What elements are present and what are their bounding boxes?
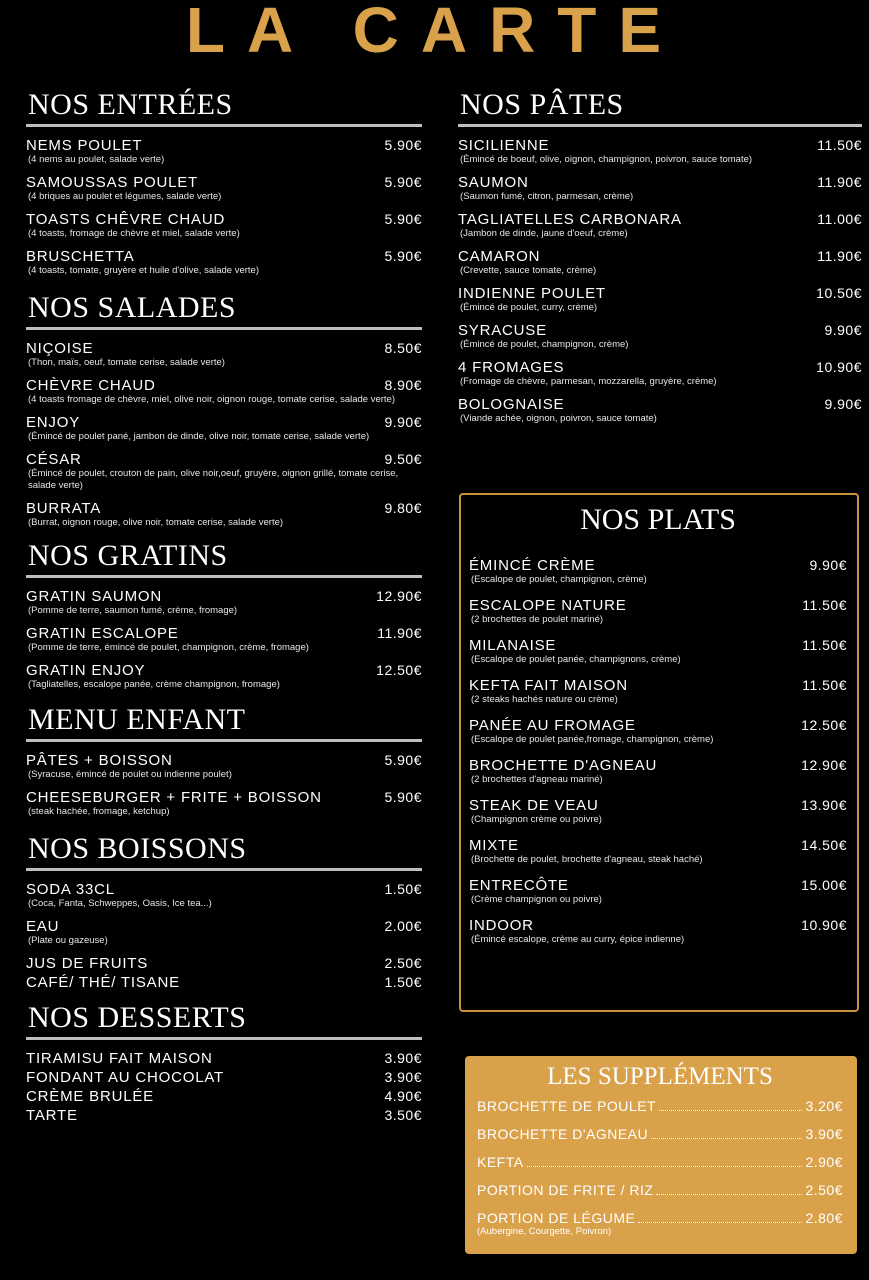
supplement-name: KEFTA (477, 1154, 524, 1170)
menu-item-row (469, 717, 847, 734)
item-name: GRATIN ENJOY (26, 662, 146, 679)
item-price: 11.90€ (817, 248, 862, 264)
menu-item (26, 1050, 422, 1067)
item-description: (4 nems au poulet, salade verte) (28, 154, 165, 165)
menu-item (458, 285, 862, 314)
menu-item (458, 137, 862, 166)
menu-item (458, 322, 862, 351)
item-description: (4 toasts, tomate, gruyère et huile d'olive, salade verte) (28, 265, 259, 276)
menu-item (26, 881, 422, 910)
menu-item-row (458, 248, 862, 265)
item-name: SICILIENNE (458, 137, 550, 154)
item-description: (4 toasts fromage de chèvre, miel, olive noir, oignon rouge, tomate cerise, salade verte) (28, 394, 395, 405)
item-name: ÉMINCÉ CRÈME (469, 557, 596, 574)
section-title: MENU ENFANT (26, 703, 422, 742)
menu-item-row (458, 285, 862, 302)
item-name: MILANAISE (469, 637, 557, 654)
menu-item (469, 797, 847, 826)
menu-item (26, 340, 422, 369)
supplement-price: 2.90€ (805, 1154, 843, 1170)
item-price: 9.90€ (809, 557, 847, 573)
menu-item (26, 174, 422, 203)
supplement-note: (Aubergine, Courgette, Poivron) (477, 1226, 612, 1237)
menu-item (26, 625, 422, 654)
supplement-row (477, 1126, 843, 1142)
menu-item-row (26, 451, 422, 468)
menu-item (469, 837, 847, 866)
item-description: (Émincé de poulet, curry, crème) (460, 302, 598, 313)
item-name: INDIENNE POULET (458, 285, 606, 302)
item-name: GRATIN SAUMON (26, 588, 162, 605)
item-price: 3.50€ (384, 1107, 422, 1123)
item-price: 5.90€ (384, 211, 422, 227)
item-price: 12.50€ (801, 717, 847, 733)
item-description: (2 brochettes de poulet mariné) (471, 614, 604, 625)
item-price: 11.50€ (802, 677, 847, 693)
item-price: 11.90€ (377, 625, 422, 641)
item-description: (2 brochettes d'agneau mariné) (471, 774, 603, 785)
section-title: LES SUPPLÉMENTS (547, 1063, 773, 1090)
item-description: (Émincé escalope, crème au curry, épice indienne) (471, 934, 685, 945)
menu-item-row (26, 137, 422, 154)
item-description: (Pomme de terre, émincé de poulet, champignon, crème, fromage) (28, 642, 309, 653)
menu-item (469, 917, 847, 946)
item-price: 9.90€ (384, 414, 422, 430)
menu-item (469, 677, 847, 706)
item-price: 11.50€ (802, 597, 847, 613)
item-price: 11.00€ (817, 211, 862, 227)
menu-item-row (26, 1050, 422, 1067)
item-description: (Brochette de poulet, brochette d'agneau, steak haché) (471, 854, 703, 865)
item-name: CRÈME BRULÉE (26, 1088, 154, 1105)
item-name: TIRAMISU FAIT MAISON (26, 1050, 213, 1067)
menu-item (469, 557, 847, 586)
item-description: (Champignon crème ou poivre) (471, 814, 602, 825)
item-price: 10.90€ (816, 359, 862, 375)
supplement-row (477, 1098, 843, 1114)
menu-item-row (26, 918, 422, 935)
menu-item-row (26, 588, 422, 605)
menu-item-row (26, 662, 422, 679)
menu-item (26, 500, 422, 529)
item-price: 1.50€ (384, 881, 422, 897)
item-description: (Escalope de poulet, champignon, crème) (471, 574, 647, 585)
item-price: 11.50€ (802, 637, 847, 653)
supplements-list (477, 1098, 843, 1226)
supplements-box (465, 1056, 857, 1254)
menu-item (26, 588, 422, 617)
menu-item-row (469, 917, 847, 934)
item-name: TOASTS CHÊVRE CHAUD (26, 211, 226, 228)
menu-item-row (26, 377, 422, 394)
menu-item-row (26, 789, 422, 806)
menu-item (26, 1069, 422, 1086)
menu-item (26, 662, 422, 691)
left-column (26, 88, 422, 1126)
item-name: JUS DE FRUITS (26, 955, 149, 972)
menu-item (26, 955, 422, 972)
menu-item-row (469, 557, 847, 574)
supplement-price: 2.50€ (805, 1182, 843, 1198)
menu-item (26, 974, 422, 991)
supplement-row (477, 1154, 843, 1170)
item-name: CÉSAR (26, 451, 82, 468)
item-price: 8.50€ (384, 340, 422, 356)
item-name: BURRATA (26, 500, 102, 517)
menu-item (26, 1088, 422, 1105)
item-name: CHÈVRE CHAUD (26, 377, 156, 394)
menu-item-row (458, 359, 862, 376)
item-price: 1.50€ (384, 974, 422, 990)
item-name: PÂTES + BOISSON (26, 752, 173, 769)
menu-item-row (26, 211, 422, 228)
supplement-price: 2.80€ (805, 1210, 843, 1226)
menu-item (469, 757, 847, 786)
item-price: 12.50€ (376, 662, 422, 678)
menu-item-row (26, 248, 422, 265)
supplement-price: 3.90€ (805, 1126, 843, 1142)
item-description: (Escalope de poulet panée,fromage, champignon, crème) (471, 734, 714, 745)
item-price: 12.90€ (376, 588, 422, 604)
dot-leader (651, 1138, 802, 1139)
item-price: 8.90€ (384, 377, 422, 393)
menu-item-row (469, 637, 847, 654)
item-description: (Plate ou gazeuse) (28, 935, 108, 946)
item-price: 10.50€ (816, 285, 862, 301)
item-name: TARTE (26, 1107, 78, 1124)
menu-item-row (26, 174, 422, 191)
section-title: NOS GRATINS (26, 539, 422, 578)
section-title: NOS PLATS (580, 503, 736, 536)
supplement-row (477, 1182, 843, 1198)
item-price: 12.90€ (801, 757, 847, 773)
menu-item (26, 1107, 422, 1124)
item-name: GRATIN ESCALOPE (26, 625, 179, 642)
menu-section (26, 291, 422, 529)
item-name: SAMOUSSAS POULET (26, 174, 199, 191)
menu-item-row (458, 211, 862, 228)
dot-leader (638, 1222, 802, 1223)
item-price: 5.90€ (384, 789, 422, 805)
section-title: NOS SALADES (26, 291, 422, 330)
plats-list (469, 557, 847, 946)
item-description: (Syracuse, émincé de poulet ou indienne poulet) (28, 769, 232, 780)
item-description: (4 briques au poulet et légumes, salade verte) (28, 191, 222, 202)
section-title: NOS ENTRÉES (26, 88, 422, 127)
section-title: NOS BOISSONS (26, 832, 422, 871)
item-price: 9.80€ (384, 500, 422, 516)
item-description: (Escalope de poulet panée, champignons, crème) (471, 654, 681, 665)
item-description: (Jambon de dinde, jaune d'oeuf, crème) (460, 228, 628, 239)
item-price: 9.90€ (824, 396, 862, 412)
item-name: STEAK DE VEAU (469, 797, 599, 814)
item-price: 2.50€ (384, 955, 422, 971)
item-price: 5.90€ (384, 137, 422, 153)
item-name: KEFTA FAIT MAISON (469, 677, 628, 694)
item-price: 3.90€ (384, 1050, 422, 1066)
item-description: (Fromage de chèvre, parmesan, mozzarella, gruyère, crème) (460, 376, 717, 387)
item-name: SYRACUSE (458, 322, 547, 339)
item-name: ENJOY (26, 414, 81, 431)
item-description: (steak hachée, fromage, ketchup) (28, 806, 170, 817)
item-description: (Crème champignon ou poivre) (471, 894, 602, 905)
menu-item (26, 918, 422, 947)
item-name: ENTRECÔTE (469, 877, 569, 894)
menu-item-row (469, 837, 847, 854)
item-description: (Crevette, sauce tomate, crème) (460, 265, 597, 276)
menu-section (26, 539, 422, 691)
item-name: EAU (26, 918, 60, 935)
menu-item-row (26, 1088, 422, 1105)
menu-title: LA CARTE (185, 0, 684, 66)
supplement-name: BROCHETTE D'AGNEAU (477, 1126, 649, 1142)
menu-item-row (26, 881, 422, 898)
item-description: (Émincé de poulet, crouton de pain, olive noir,oeuf, gruyère, oignon grillé, tomate cerise, salade verte) (28, 468, 399, 491)
menu-item-row (26, 500, 422, 517)
item-description: (Émincé de poulet pané, jambon de dinde, olive noir, tomate cerise, salade verte) (28, 431, 370, 442)
item-name: INDOOR (469, 917, 534, 934)
menu-item-row (26, 752, 422, 769)
section-title: NOS DESSERTS (26, 1001, 422, 1040)
supplement-name: PORTION DE LÉGUME (477, 1210, 636, 1226)
item-name: NIÇOISE (26, 340, 94, 357)
item-name: BRUSCHETTA (26, 248, 135, 265)
menu-item-row (469, 597, 847, 614)
item-description: (4 toasts, fromage de chèvre et miel, salade verte) (28, 228, 240, 239)
item-name: ESCALOPE NATURE (469, 597, 627, 614)
menu-item (26, 137, 422, 166)
menu-section (26, 703, 422, 818)
item-price: 9.50€ (384, 451, 422, 467)
supplement-name: PORTION DE FRITE / RIZ (477, 1182, 654, 1198)
item-price: 5.90€ (384, 174, 422, 190)
item-description: (Émincé de poulet, champignon, crème) (460, 339, 629, 350)
menu-item (26, 211, 422, 240)
menu-item (26, 752, 422, 781)
item-price: 14.50€ (801, 837, 847, 853)
item-description: (Pomme de terre, saumon fumé, crème, fromage) (28, 605, 238, 616)
item-name: BOLOGNAISE (458, 396, 565, 413)
section-nos-pates (458, 88, 862, 425)
menu-section (26, 1001, 422, 1124)
item-description: (Saumon fumé, citron, parmesan, crème) (460, 191, 634, 202)
menu-item (469, 597, 847, 626)
menu-item-row (26, 625, 422, 642)
item-name: BROCHETTE D'AGNEAU (469, 757, 658, 774)
plats-box (459, 493, 859, 1012)
item-price: 9.90€ (824, 322, 862, 338)
item-price: 5.90€ (384, 248, 422, 264)
menu-item-row (469, 677, 847, 694)
supplement-name: BROCHETTE DE POULET (477, 1098, 657, 1114)
item-price: 11.90€ (817, 174, 862, 190)
item-name: PANÉE AU FROMAGE (469, 717, 636, 734)
item-price: 11.50€ (817, 137, 862, 153)
right-column (458, 88, 862, 433)
menu-item-row (458, 322, 862, 339)
menu-item-row (469, 877, 847, 894)
menu-item-row (26, 1069, 422, 1086)
menu-item (458, 174, 862, 203)
menu-item-row (26, 974, 422, 991)
menu-item (458, 248, 862, 277)
menu-item (26, 248, 422, 277)
section-title: NOS PÂTES (458, 88, 862, 127)
item-price: 13.90€ (801, 797, 847, 813)
item-description: (Thon, maïs, oeuf, tomate cerise, salade verte) (28, 357, 225, 368)
menu-item (26, 789, 422, 818)
item-description: (Viande achée, oignon, poivron, sauce tomate) (460, 413, 657, 424)
item-name: 4 FROMAGES (458, 359, 565, 376)
menu-item (458, 211, 862, 240)
menu-item (26, 377, 422, 406)
item-price: 5.90€ (384, 752, 422, 768)
dot-leader (527, 1166, 803, 1167)
item-price: 15.00€ (801, 877, 847, 893)
item-price: 2.00€ (384, 918, 422, 934)
menu-item (469, 637, 847, 666)
menu-item-row (469, 797, 847, 814)
dot-leader (656, 1194, 802, 1195)
item-name: SAUMON (458, 174, 529, 191)
item-name: MIXTE (469, 837, 519, 854)
menu-item (26, 414, 422, 443)
menu-item-row (26, 1107, 422, 1124)
item-price: 3.90€ (384, 1069, 422, 1085)
menu-section (26, 88, 422, 277)
menu-item-row (458, 396, 862, 413)
item-name: CAFÉ/ THÉ/ TISANE (26, 974, 180, 991)
item-price: 4.90€ (384, 1088, 422, 1104)
item-name: CAMARON (458, 248, 541, 265)
item-description: (Tagliatelles, escalope panée, crème champignon, fromage) (28, 679, 280, 690)
item-description: (2 steaks hachés nature ou crème) (471, 694, 618, 705)
item-name: TAGLIATELLES CARBONARA (458, 211, 682, 228)
menu-item (469, 877, 847, 906)
dot-leader (659, 1110, 802, 1111)
item-description: (Coca, Fanta, Schweppes, Oasis, Ice tea...) (28, 898, 212, 909)
menu-item (458, 396, 862, 425)
item-name: SODA 33CL (26, 881, 115, 898)
item-description: (Émincé de boeuf, olive, oignon, champignon, poivron, sauce tomate) (460, 154, 753, 165)
menu-item-row (26, 955, 422, 972)
supplement-price: 3.20€ (805, 1098, 843, 1114)
item-description: (Burrat, oignon rouge, olive noir, tomate cerise, salade verte) (28, 517, 284, 528)
menu-section (26, 832, 422, 991)
menu-item-row (26, 414, 422, 431)
item-name: FONDANT AU CHOCOLAT (26, 1069, 224, 1086)
supplement-row (477, 1210, 843, 1226)
menu-item (469, 717, 847, 746)
menu-item (458, 359, 862, 388)
menu-item-row (458, 174, 862, 191)
menu-item (26, 451, 422, 492)
menu-item-row (469, 757, 847, 774)
item-name: NEMS POULET (26, 137, 143, 154)
menu-item-row (458, 137, 862, 154)
item-price: 10.90€ (801, 917, 847, 933)
menu-item-row (26, 340, 422, 357)
item-name: CHEESEBURGER + FRITE + BOISSON (26, 789, 322, 806)
